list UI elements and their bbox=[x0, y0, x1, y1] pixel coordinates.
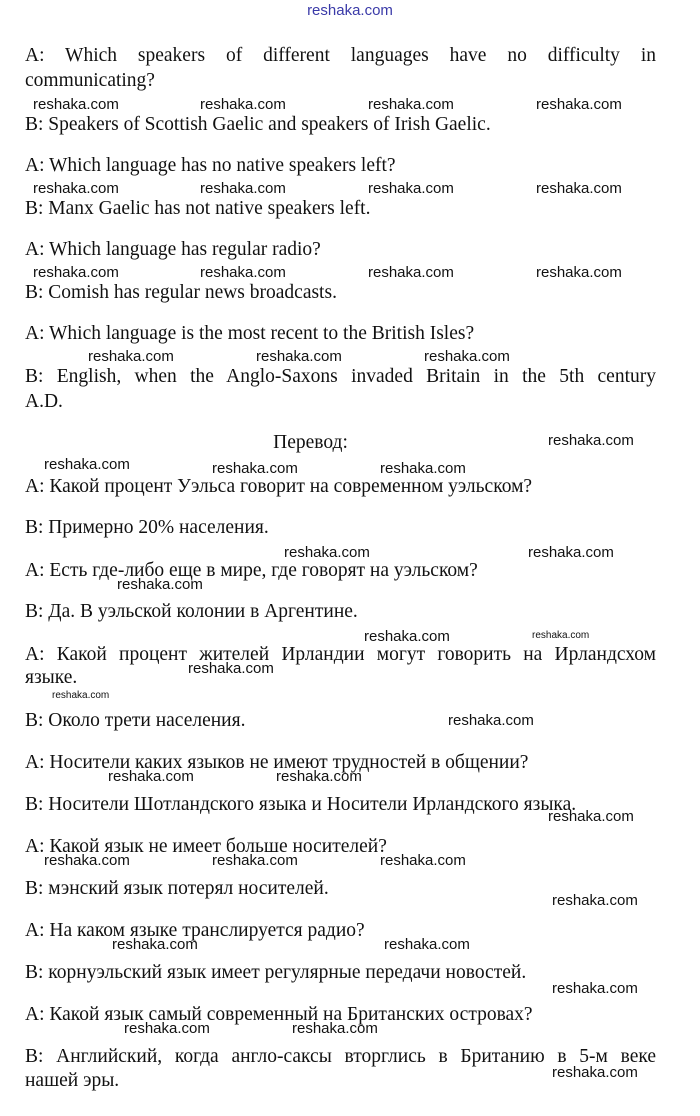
answer-line: нашей эры. bbox=[25, 1070, 120, 1091]
watermark-text: reshaka.com bbox=[276, 768, 362, 785]
watermark-text: reshaka.com bbox=[212, 460, 298, 477]
question-line: языке. bbox=[25, 667, 78, 688]
watermark-text: reshaka.com bbox=[536, 180, 622, 197]
answer-line: B: Manx Gaelic has not native speakers left. bbox=[25, 198, 371, 219]
answer-line: B: Comish has regular news broadcasts. bbox=[25, 282, 337, 303]
question-line: A: Носители каких языков не имеют трудностей в общении? bbox=[25, 752, 529, 773]
watermark-text: reshaka.com bbox=[44, 852, 130, 869]
question-line: A: Which speakers of different languages have no difficulty in bbox=[25, 45, 656, 66]
watermark-text: reshaka.com bbox=[424, 348, 510, 365]
answer-line: B: Примерно 20% населения. bbox=[25, 517, 269, 538]
question-line: A: Which language has no native speakers left? bbox=[25, 155, 396, 176]
watermark-text: reshaka.com bbox=[552, 892, 638, 909]
watermark-text: reshaka.com bbox=[368, 264, 454, 281]
watermark-text: reshaka.com bbox=[368, 180, 454, 197]
answer-line: B: Speakers of Scottish Gaelic and speakers of Irish Gaelic. bbox=[25, 114, 491, 135]
answer-line: B: мэнский язык потерял носителей. bbox=[25, 878, 329, 899]
watermark-text: reshaka.com bbox=[33, 96, 119, 113]
watermark-text: reshaka.com bbox=[33, 264, 119, 281]
translation-heading: Перевод: bbox=[273, 432, 348, 453]
question-line: A: На каком языке транслируется радио? bbox=[25, 920, 365, 941]
watermark-text: reshaka.com bbox=[384, 936, 470, 953]
watermark-text: reshaka.com bbox=[528, 544, 614, 561]
answer-line: B: Около трети населения. bbox=[25, 710, 246, 731]
question-line: A: Какой процент жителей Ирландии могут говорить на Ирландсхом bbox=[25, 644, 656, 665]
answer-line: B: Английский, когда англо-саксы вторглись в Британию в 5-м веке bbox=[25, 1046, 656, 1067]
watermark-text: reshaka.com bbox=[548, 432, 634, 449]
watermark-text: reshaka.com bbox=[380, 460, 466, 477]
question-line: A: Есть где-либо еще в мире, где говорят на уэльском? bbox=[25, 560, 478, 581]
watermark-text: reshaka.com bbox=[256, 348, 342, 365]
watermark-text: reshaka.com bbox=[52, 690, 110, 701]
watermark-text: reshaka.com bbox=[448, 712, 534, 729]
question-line: communicating? bbox=[25, 70, 155, 91]
watermark-text: reshaka.com bbox=[284, 544, 370, 561]
watermark-text: reshaka.com bbox=[548, 808, 634, 825]
watermark-text: reshaka.com bbox=[200, 180, 286, 197]
watermark-text: reshaka.com bbox=[112, 936, 198, 953]
watermark-text: reshaka.com bbox=[552, 980, 638, 997]
question-line: A: Which language has regular radio? bbox=[25, 239, 321, 260]
question-line: A: Какой процент Уэльса говорит на современном уэльском? bbox=[25, 476, 533, 497]
watermark-text: reshaka.com bbox=[368, 96, 454, 113]
watermark-text: reshaka.com bbox=[536, 96, 622, 113]
answer-line: A.D. bbox=[25, 391, 63, 412]
watermark-text: reshaka.com bbox=[44, 456, 130, 473]
watermark-text: reshaka.com bbox=[532, 630, 590, 641]
question-line: A: Какой язык самый современный на Британских островах? bbox=[25, 1004, 533, 1025]
watermark-text: reshaka.com bbox=[380, 852, 466, 869]
watermark-text: reshaka.com bbox=[108, 768, 194, 785]
watermark-text: reshaka.com bbox=[200, 96, 286, 113]
watermark-text: reshaka.com bbox=[364, 628, 450, 645]
watermark-text: reshaka.com bbox=[200, 264, 286, 281]
answer-line: B: Носители Шотландского языка и Носители Ирландского языка. bbox=[25, 794, 577, 815]
question-line: A: Какой язык не имеет больше носителей? bbox=[25, 836, 387, 857]
question-line: A: Which language is the most recent to the British Isles? bbox=[25, 323, 475, 344]
watermark-text: reshaka.com bbox=[552, 1064, 638, 1081]
watermark-text: reshaka.com bbox=[124, 1020, 210, 1037]
answer-line: B: English, when the Anglo-Saxons invaded Britain in the 5th century bbox=[25, 366, 656, 387]
answer-line: B: корнуэльский язык имеет регулярные передачи новостей. bbox=[25, 962, 527, 983]
watermark-text: reshaka.com bbox=[88, 348, 174, 365]
answer-line: B: Да. В уэльской колонии в Аргентине. bbox=[25, 601, 358, 622]
watermark-text: reshaka.com bbox=[212, 852, 298, 869]
watermark-text: reshaka.com bbox=[536, 264, 622, 281]
watermark-text: reshaka.com bbox=[117, 576, 203, 593]
watermark-text: reshaka.com bbox=[33, 180, 119, 197]
site-header-link[interactable]: reshaka.com bbox=[307, 2, 393, 19]
watermark-text: reshaka.com bbox=[188, 660, 274, 677]
watermark-text: reshaka.com bbox=[292, 1020, 378, 1037]
